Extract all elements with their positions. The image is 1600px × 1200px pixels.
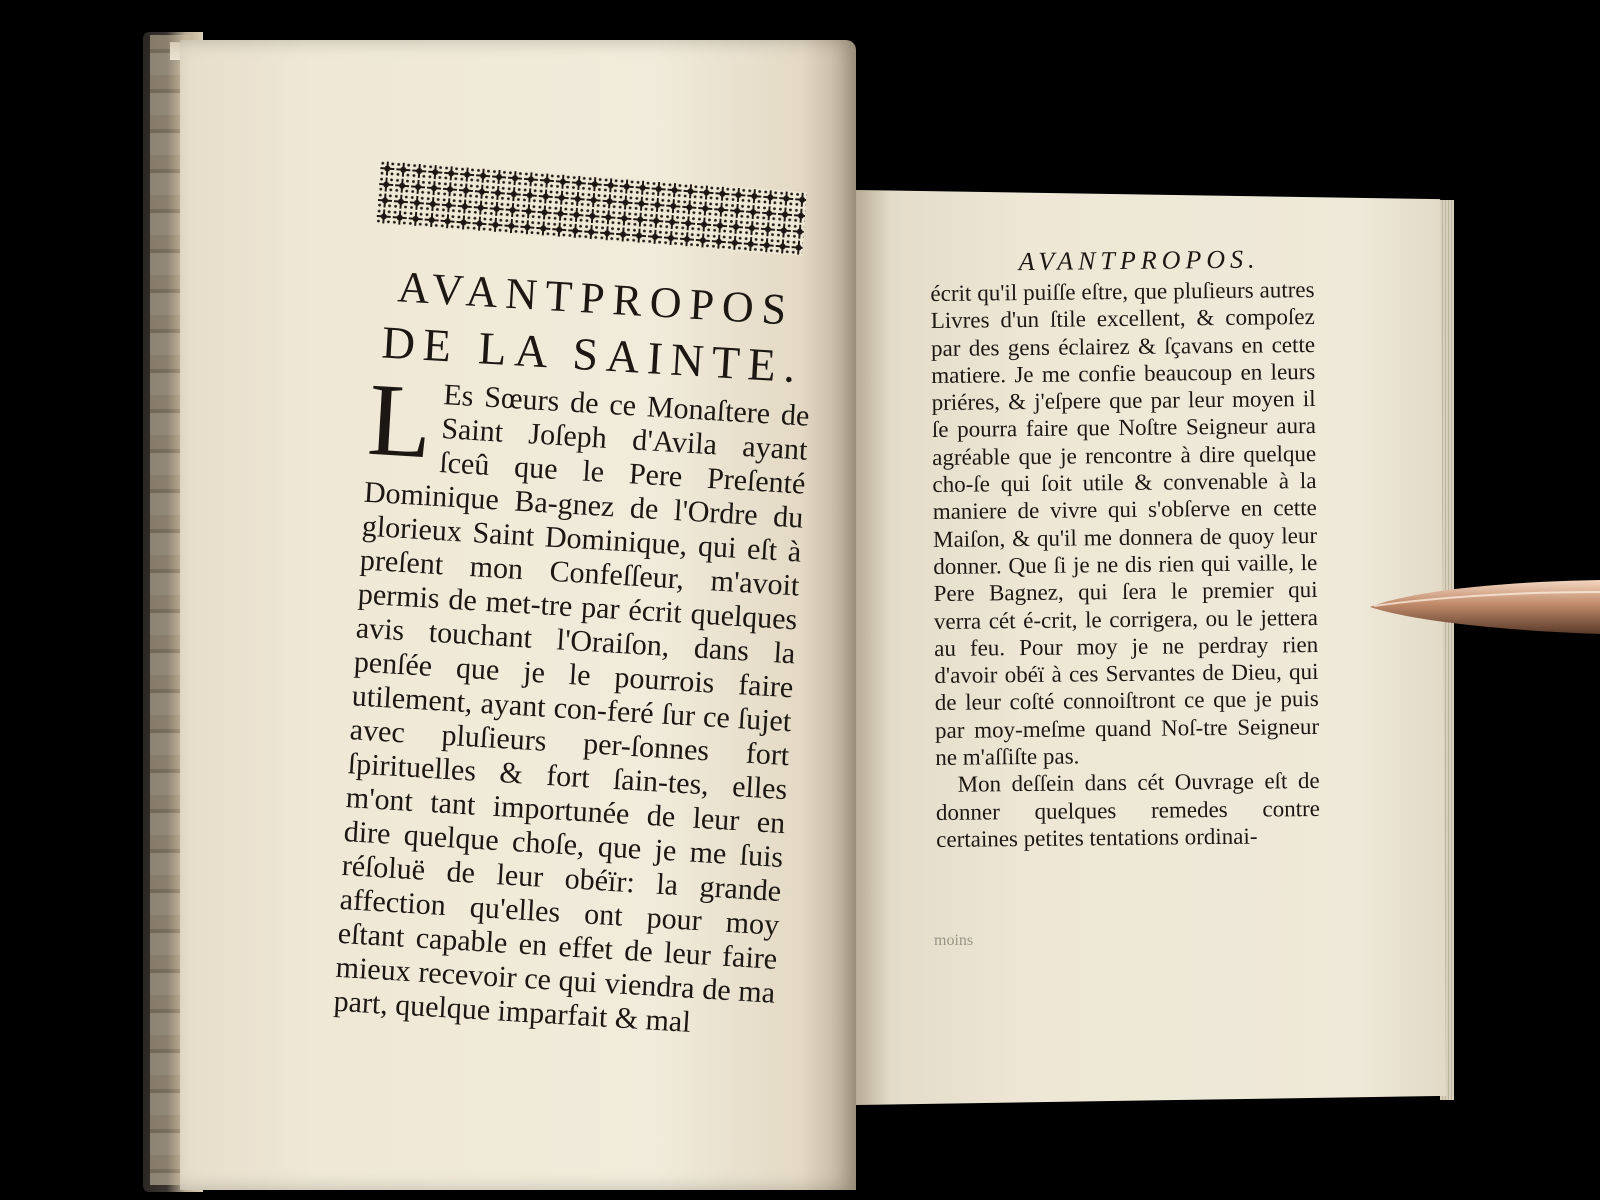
heading-line-2: DE LA SAINTE. xyxy=(380,316,805,393)
right-page-text xyxy=(930,244,1320,853)
right-body xyxy=(930,276,1320,853)
metal-pointer-tip xyxy=(1370,578,1600,636)
left-body xyxy=(332,361,811,1045)
left-page-text xyxy=(333,258,817,1045)
right-paragraph-2: Mon deſſein dans cét Ouvrage eſt de donner quelques remedes contre certaines petites tentations ordinai- xyxy=(935,768,1321,852)
running-head: AVANTPROPOS. xyxy=(1018,244,1260,277)
right-paragraph-1: écrit qu'il puiſſe eſtre, que pluſieurs autres Livres d'un ſtile excellent, & compoſez par des gens éclairez & ſçavans en cette matiere. Je me confie beaucoup en leurs priéres, & j'eſpere que par leur moyen il ſe pourra faire que Noſtre Seigneur aura agréable que je rencontre à dire quelque cho-ſe qui ſoit utile & convenable à la maniere de vivre qui s'obſerve en cette Maiſon, & qu'il me donnera de quoy leur donner. Que ſi je ne dis rien qui vaille, le Pere Bagnez, qui ſera le premier qui verra cét é-crit, le corrigera, ou le jettera au feu. Pour moy je ne perdray rien d'avoir obéï à ces Servantes de Dieu, qui de leur coſté connoiſtront ce que je puis par moy-meſme quand Noſ-tre Seigneur ne m'aſſiſte pas. xyxy=(930,276,1320,771)
left-body-text: Es Sœurs de ce Monaſtere de Saint Joſeph d'Avila ayant ſceû que le Pere Preſenté Dominique Ba-gnez de l'Ordre du glorieux Saint Dominique, qui eſt à preſent mon Confeſſeur, m'avoit permis de met-tre par écrit quelques avis touchant l'Oraiſon, dans la penſée que je le pourrois faire utilement, ayant con-feré ſur ce ſujet avec pluſieurs per-ſonnes fort ſpirituelles & fort ſain-tes, elles m'ont tant importunée de leur en dire quelque choſe, que je me ſuis réſoluë de leur obéïr: la grande affection qu'elles ont pour moy eſtant capable en effet de leur faire mieux recevoir ce qui viendra de ma part, quelque imparfait & mal xyxy=(332,378,811,1039)
drop-cap: L xyxy=(365,361,436,481)
bleed-through-catchword: moins xyxy=(934,932,974,949)
heading-line-1: AVANTPROPOS xyxy=(396,262,796,335)
